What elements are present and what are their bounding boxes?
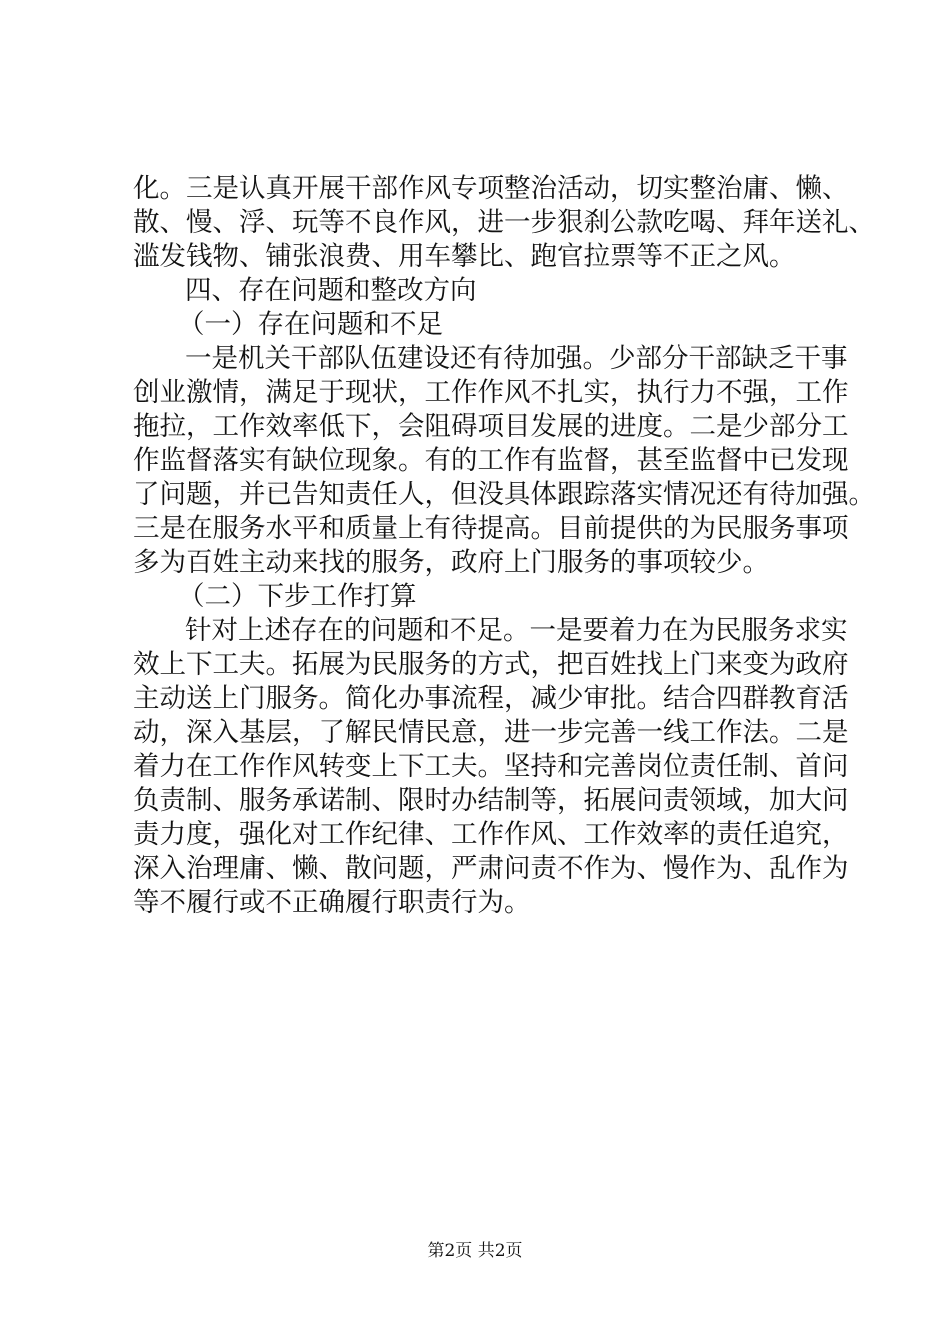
body-text-line: 化。三是认真开展干部作风专项整治活动，切实整治庸、懒、 bbox=[133, 173, 849, 204]
body-text-line: 滥发钱物、铺张浪费、用车攀比、跑官拉票等不正之风。 bbox=[133, 241, 796, 272]
body-text-line: 三是在服务水平和质量上有待提高。目前提供的为民服务事项 bbox=[133, 513, 849, 544]
body-text-line: 动，深入基层，了解民情民意，进一步完善一线工作法。二是 bbox=[133, 717, 849, 748]
subsection-heading: （二）下步工作打算 bbox=[178, 581, 417, 612]
body-text-line: 主动送上门服务。简化办事流程，减少审批。结合四群教育活 bbox=[133, 683, 849, 714]
body-text-line: 拖拉，工作效率低下，会阻碍项目发展的进度。二是少部分工 bbox=[133, 411, 849, 442]
subsection-heading: （一）存在问题和不足 bbox=[178, 309, 443, 340]
section-heading: 四、存在问题和整改方向 bbox=[185, 275, 477, 306]
body-text-line: 针对上述存在的问题和不足。一是要着力在为民服务求实 bbox=[185, 615, 848, 646]
body-text-line: 一是机关干部队伍建设还有待加强。少部分干部缺乏干事 bbox=[185, 343, 848, 374]
body-text-line: 作监督落实有缺位现象。有的工作有监督，甚至监督中已发现 bbox=[133, 445, 849, 476]
body-text-line: 责力度，强化对工作纪律、工作作风、工作效率的责任追究， bbox=[133, 819, 849, 850]
body-text-line: 深入治理庸、懒、散问题，严肃问责不作为、慢作为、乱作为 bbox=[133, 853, 849, 884]
body-text-line: 了问题，并已告知责任人，但没具体跟踪落实情况还有待加强。 bbox=[133, 479, 875, 510]
body-text-line: 效上下工夫。拓展为民服务的方式，把百姓找上门来变为政府 bbox=[133, 649, 849, 680]
body-text-line: 创业激情，满足于现状，工作作风不扎实，执行力不强，工作 bbox=[133, 377, 849, 408]
body-text-line: 等不履行或不正确履行职责行为。 bbox=[133, 887, 531, 918]
body-text-line: 着力在工作作风转变上下工夫。坚持和完善岗位责任制、首问 bbox=[133, 751, 849, 782]
body-text-line: 散、慢、浮、玩等不良作风，进一步狠刹公款吃喝、拜年送礼、 bbox=[133, 207, 875, 238]
body-text-line: 负责制、服务承诺制、限时办结制等，拓展问责领域，加大问 bbox=[133, 785, 849, 816]
body-text-line: 多为百姓主动来找的服务，政府上门服务的事项较少。 bbox=[133, 547, 769, 578]
page-number-footer: 第2页 共2页 bbox=[427, 1241, 523, 1261]
